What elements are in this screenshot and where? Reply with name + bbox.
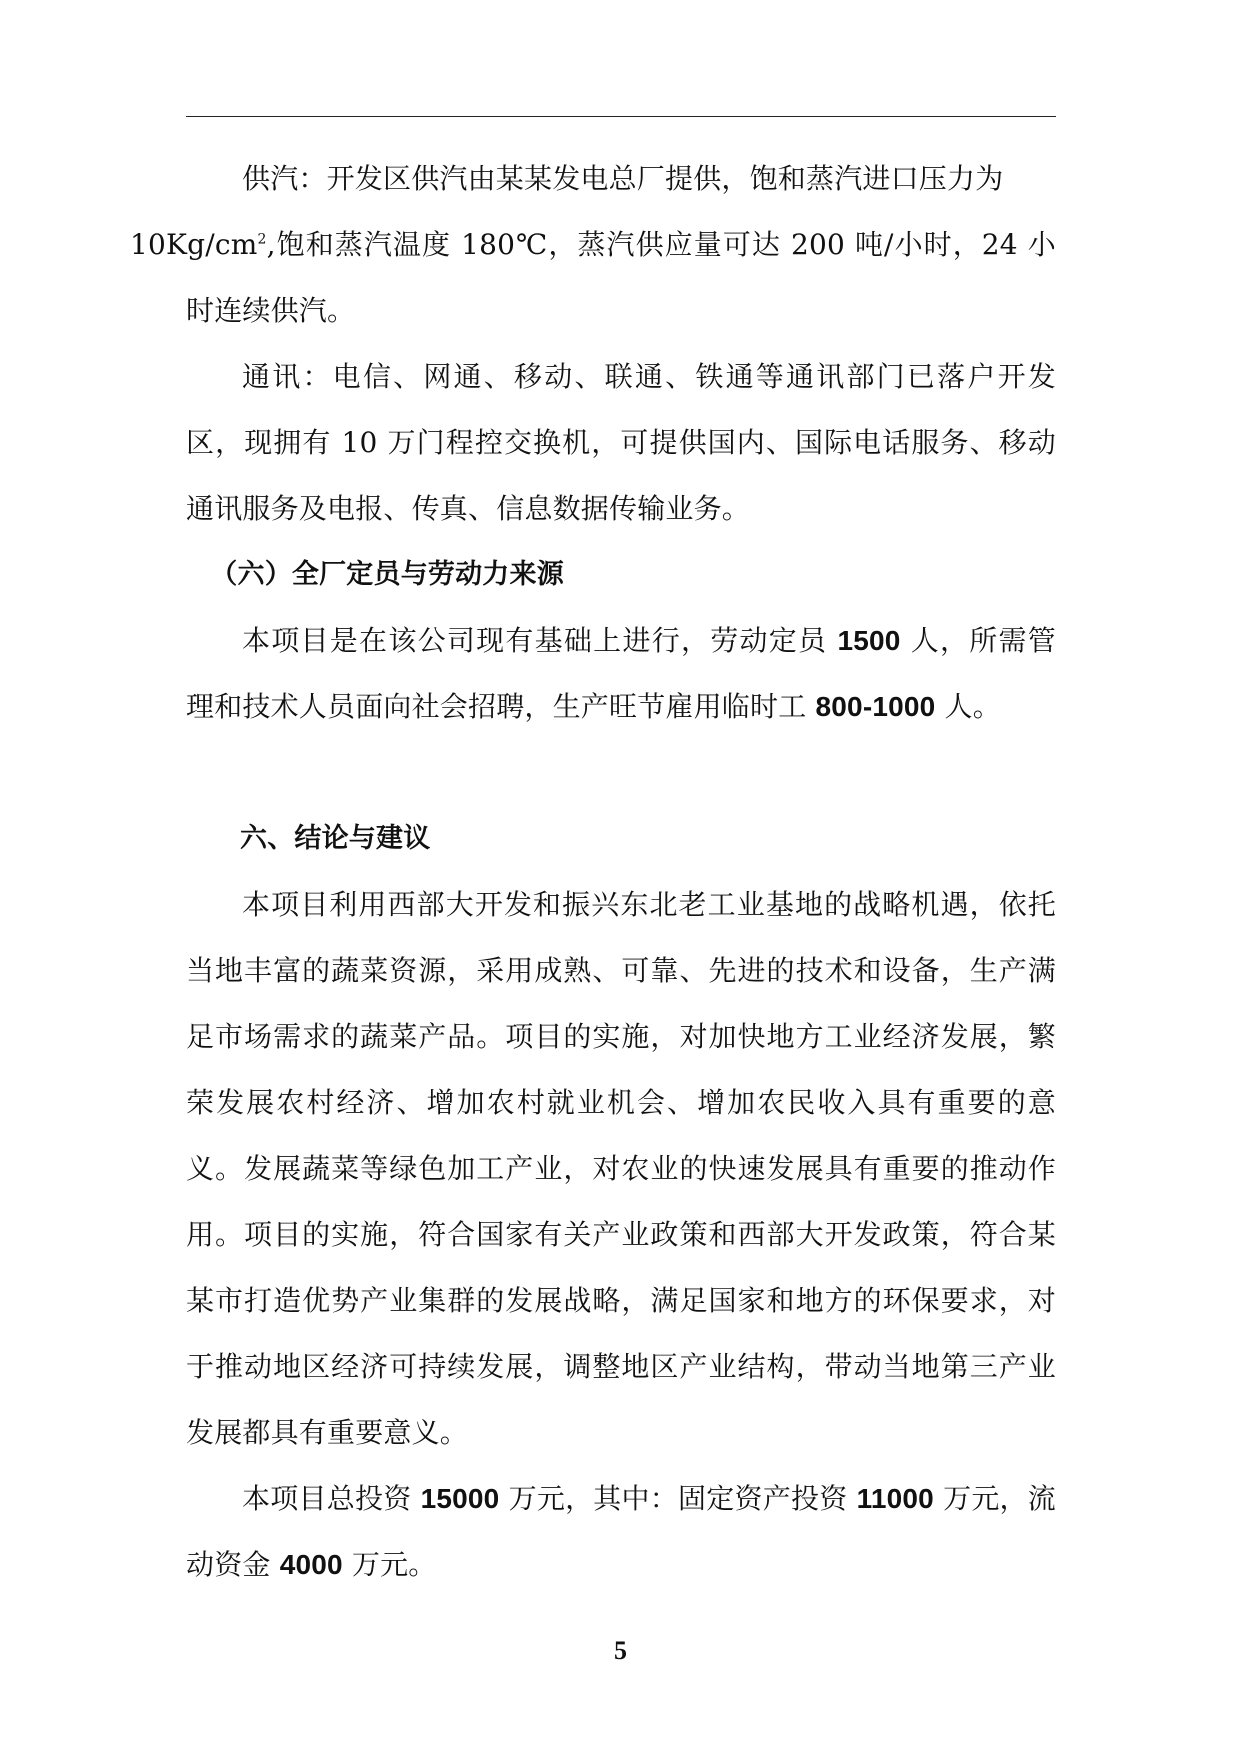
- staffing-count: 1500: [837, 625, 901, 656]
- staffing-text-2: 人，所需管理和技术人员面向社会招聘，生产旺节雇用临时工: [186, 624, 1056, 723]
- total-investment: 15000: [420, 1483, 500, 1514]
- staffing-text-1: 本项目是在该公司现有基础上进行，劳动定员: [242, 624, 838, 657]
- section-gap: [186, 740, 1056, 806]
- working-capital: 4000: [279, 1549, 343, 1580]
- temporary-worker-count: 800-1000: [815, 691, 936, 722]
- header-rule: [186, 116, 1056, 117]
- steam-text-1: 供汽：开发区供汽由某某发电总厂提供，饱和蒸汽进口压力为: [242, 162, 1004, 195]
- paragraph-steam-supply: [130, 146, 1056, 344]
- investment-text-2: 万元，其中：固定资产投资: [499, 1482, 857, 1515]
- document-body: [130, 146, 1056, 1598]
- steam-pressure-value: 10Kg/cm: [130, 228, 258, 261]
- staffing-heading: （六）全厂定员与劳动力来源: [210, 559, 564, 590]
- investment-text-4: 万元。: [342, 1548, 437, 1581]
- paragraph-telecom: 通讯：电信、网通、移动、联通、铁通等通讯部门已落户开发区，现拥有 10 万门程控交换机，可提供国内、国际电话服务、移动通讯服务及电报、传真、信息数据传输业务。: [186, 360, 1056, 525]
- steam-pressure-superscript: 2: [257, 231, 267, 248]
- fixed-asset-investment: 11000: [856, 1483, 934, 1514]
- investment-text-3: 万元，流动资金: [186, 1482, 1056, 1581]
- paragraph-investment: [186, 1466, 1056, 1598]
- conclusion-heading: 六、结论与建议: [240, 823, 431, 854]
- investment-text-1: 本项目总投资: [242, 1482, 421, 1515]
- staffing-text-3: 人。: [935, 690, 1001, 723]
- paragraph-conclusion: 本项目利用西部大开发和振兴东北老工业基地的战略机遇，依托当地丰富的蔬菜资源，采用成熟、可靠、先进的技术和设备，生产满足市场需求的蔬菜产品。项目的实施，对加快地方工业经济发展，繁荣发展农村经济、增加农村就业机会、增加农民收入具有重要的意义。发展蔬菜等绿色加工产业，对农业的快速发展具有重要的推动作用。项目的实施，符合国家有关产业政策和西部大开发政策，符合某某市打造优势产业集群的发展战略，满足国家和地方的环保要求，对于推动地区经济可持续发展，调整地区产业结构，带动当地第三产业发展都具有重要意义。: [186, 888, 1056, 1449]
- page-number: 5: [614, 1636, 627, 1665]
- steam-text-2: ,饱和蒸汽温度 180℃，蒸汽供应量可达 200 吨/小时，24 小时连续供汽。: [186, 228, 1056, 327]
- paragraph-staffing: [186, 608, 1056, 740]
